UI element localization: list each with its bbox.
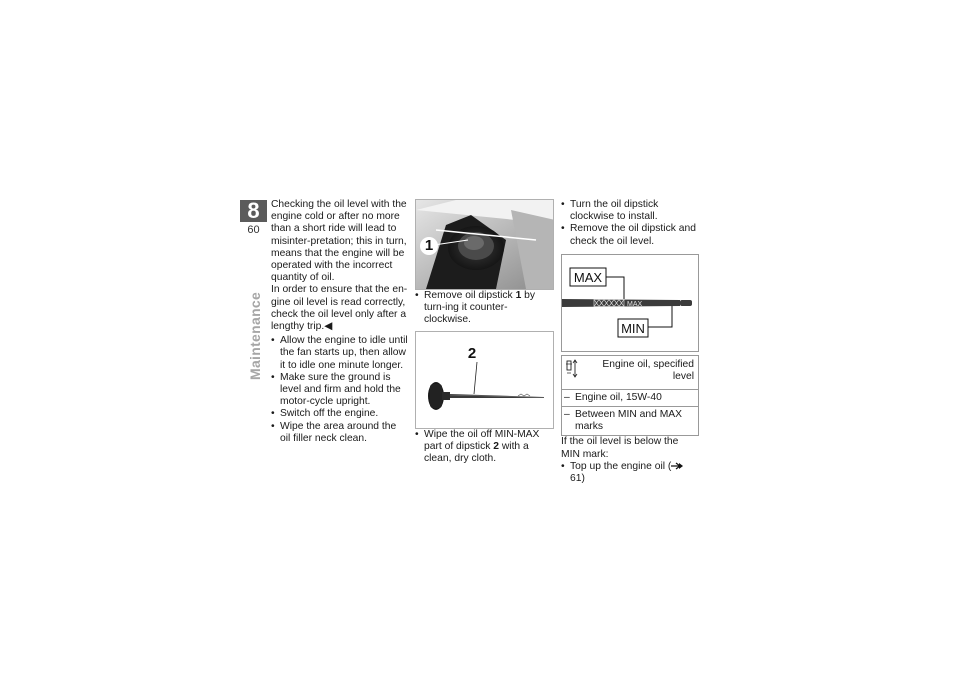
end-mark-icon: ◀ xyxy=(324,321,333,333)
dipstick-marks-diagram xyxy=(561,254,699,352)
paragraph-lengthy-trip: In order to ensure that the en-gine oil level is read correctly, check the oil level only after a lengthy trip.◀ xyxy=(271,284,408,333)
list-item: • Make sure the ground is level and firm and hold the motor-cycle upright. xyxy=(271,372,409,409)
dipstick-marks-image xyxy=(562,255,699,351)
list-item: • Switch off the engine. xyxy=(271,408,409,420)
text-column-1 xyxy=(271,199,409,445)
dipstick-image xyxy=(416,332,554,428)
callout-2: 2 xyxy=(463,345,481,363)
list-item: • Remove the oil dipstick and check the oil level. xyxy=(561,223,699,247)
text-column-3 xyxy=(561,199,699,485)
spec-row-level: – Between MIN and MAX marks xyxy=(564,409,683,433)
steps-list-5 xyxy=(561,461,699,485)
spec-row-oil-grade: – Engine oil, 15W-40 xyxy=(562,390,698,407)
dipstick-photo xyxy=(415,331,554,429)
list-item: • Wipe the area around the oil filler neck clean. xyxy=(271,421,409,445)
steps-list-2 xyxy=(415,290,554,327)
steps-list-1 xyxy=(271,335,409,445)
list-item: • Remove oil dipstick 1 by turn-ing it counter-clockwise. xyxy=(415,290,554,327)
list-item: • Wipe the oil off MIN-MAX part of dipstick 2 with a clean, dry cloth. xyxy=(415,429,554,466)
spec-title: Engine oil, specified level xyxy=(602,358,694,383)
chapter-number: 8 xyxy=(240,200,267,222)
callout-1: 1 xyxy=(420,237,438,255)
list-item: • Top up the engine oil (61) xyxy=(561,461,699,485)
stick-max-marking: MAX xyxy=(627,300,643,308)
list-item: • Turn the oil dipstick clockwise to install. xyxy=(561,199,699,223)
oil-spec-table xyxy=(561,355,699,437)
steps-list-3 xyxy=(415,429,554,466)
page-reference-link[interactable]: 61 xyxy=(570,473,582,485)
spec-header xyxy=(562,356,698,390)
oil-level-icon xyxy=(566,359,580,379)
text-column-2 xyxy=(415,199,554,465)
list-item: • Allow the engine to idle until the fan starts up, then allow it to idle one minute longer. xyxy=(271,335,409,372)
min-label: MIN xyxy=(621,320,645,336)
low-level-intro: If the oil level is below the MIN mark: xyxy=(561,436,679,460)
paragraph-cold-check: Checking the oil level with the engine cold or after no more than a short ride will lead to misinter-pretation; this in turn, means that the engine will be operated with the incorrect quantity of oil. xyxy=(271,199,407,284)
page-number: 60 xyxy=(247,224,260,236)
page-reference-arrow-icon xyxy=(671,462,684,470)
max-label: MAX xyxy=(573,269,603,285)
steps-list-4 xyxy=(561,199,699,248)
dipstick-location-photo xyxy=(415,199,554,290)
section-label: Maintenance xyxy=(247,291,263,380)
